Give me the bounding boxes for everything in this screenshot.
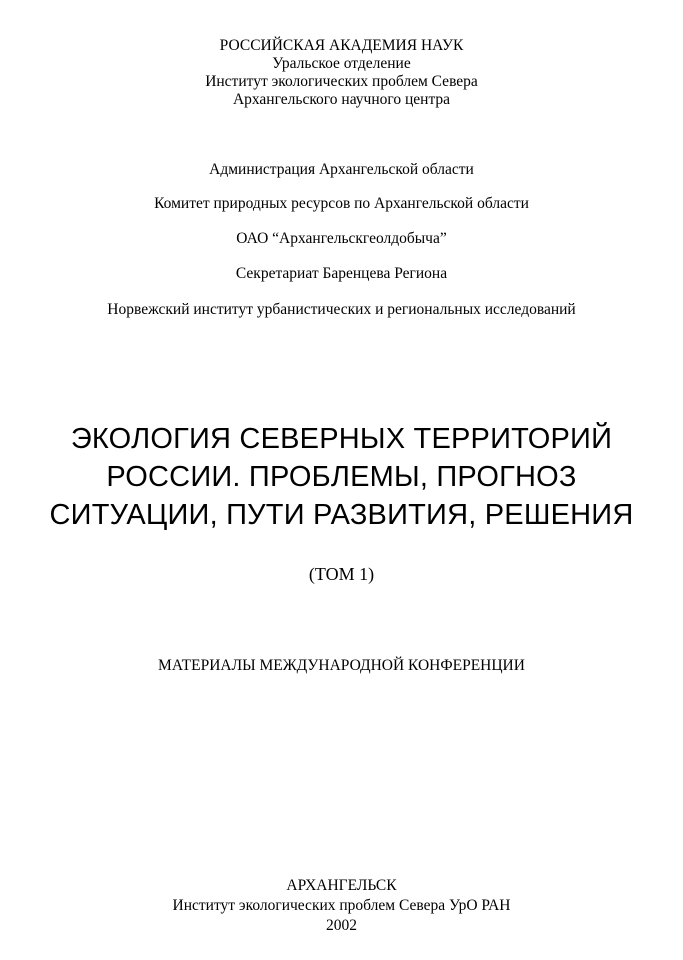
organizer-item: Администрация Архангельской области: [209, 161, 474, 178]
imprint-year: 2002: [326, 917, 357, 934]
title-line: РОССИИ. ПРОБЛЕМЫ, ПРОГНОЗ: [106, 461, 577, 493]
organizer-item: Норвежский институт урбанистических и региональных исследований: [107, 301, 576, 318]
title-line: СИТУАЦИИ, ПУТИ РАЗВИТИЯ, РЕШЕНИЯ: [49, 499, 634, 531]
academy-name: РОССИЙСКАЯ АКАДЕМИЯ НАУК: [219, 37, 464, 54]
imprint-city: АРХАНГЕЛЬСК: [286, 877, 397, 894]
subtitle: МАТЕРИАЛЫ МЕЖДУНАРОДНОЙ КОНФЕРЕНЦИИ: [158, 657, 525, 674]
volume-label: (ТОМ 1): [308, 564, 375, 584]
organizer-item: ОАО “Архангельскгеолдобыча”: [236, 230, 447, 247]
institute-name: Институт экологических проблем Севера: [205, 73, 478, 90]
imprint-publisher: Институт экологических проблем Севера УрО РАН: [172, 897, 511, 914]
branch-name: Уральское отделение: [272, 55, 411, 72]
center-name: Архангельского научного центра: [232, 91, 451, 108]
organizer-item: Комитет природных ресурсов по Архангельской области: [154, 195, 529, 212]
title-line: ЭКОЛОГИЯ СЕВЕРНЫХ ТЕРРИТОРИЙ: [70, 423, 613, 455]
organizer-item: Секретариат Баренцева Региона: [235, 265, 448, 282]
